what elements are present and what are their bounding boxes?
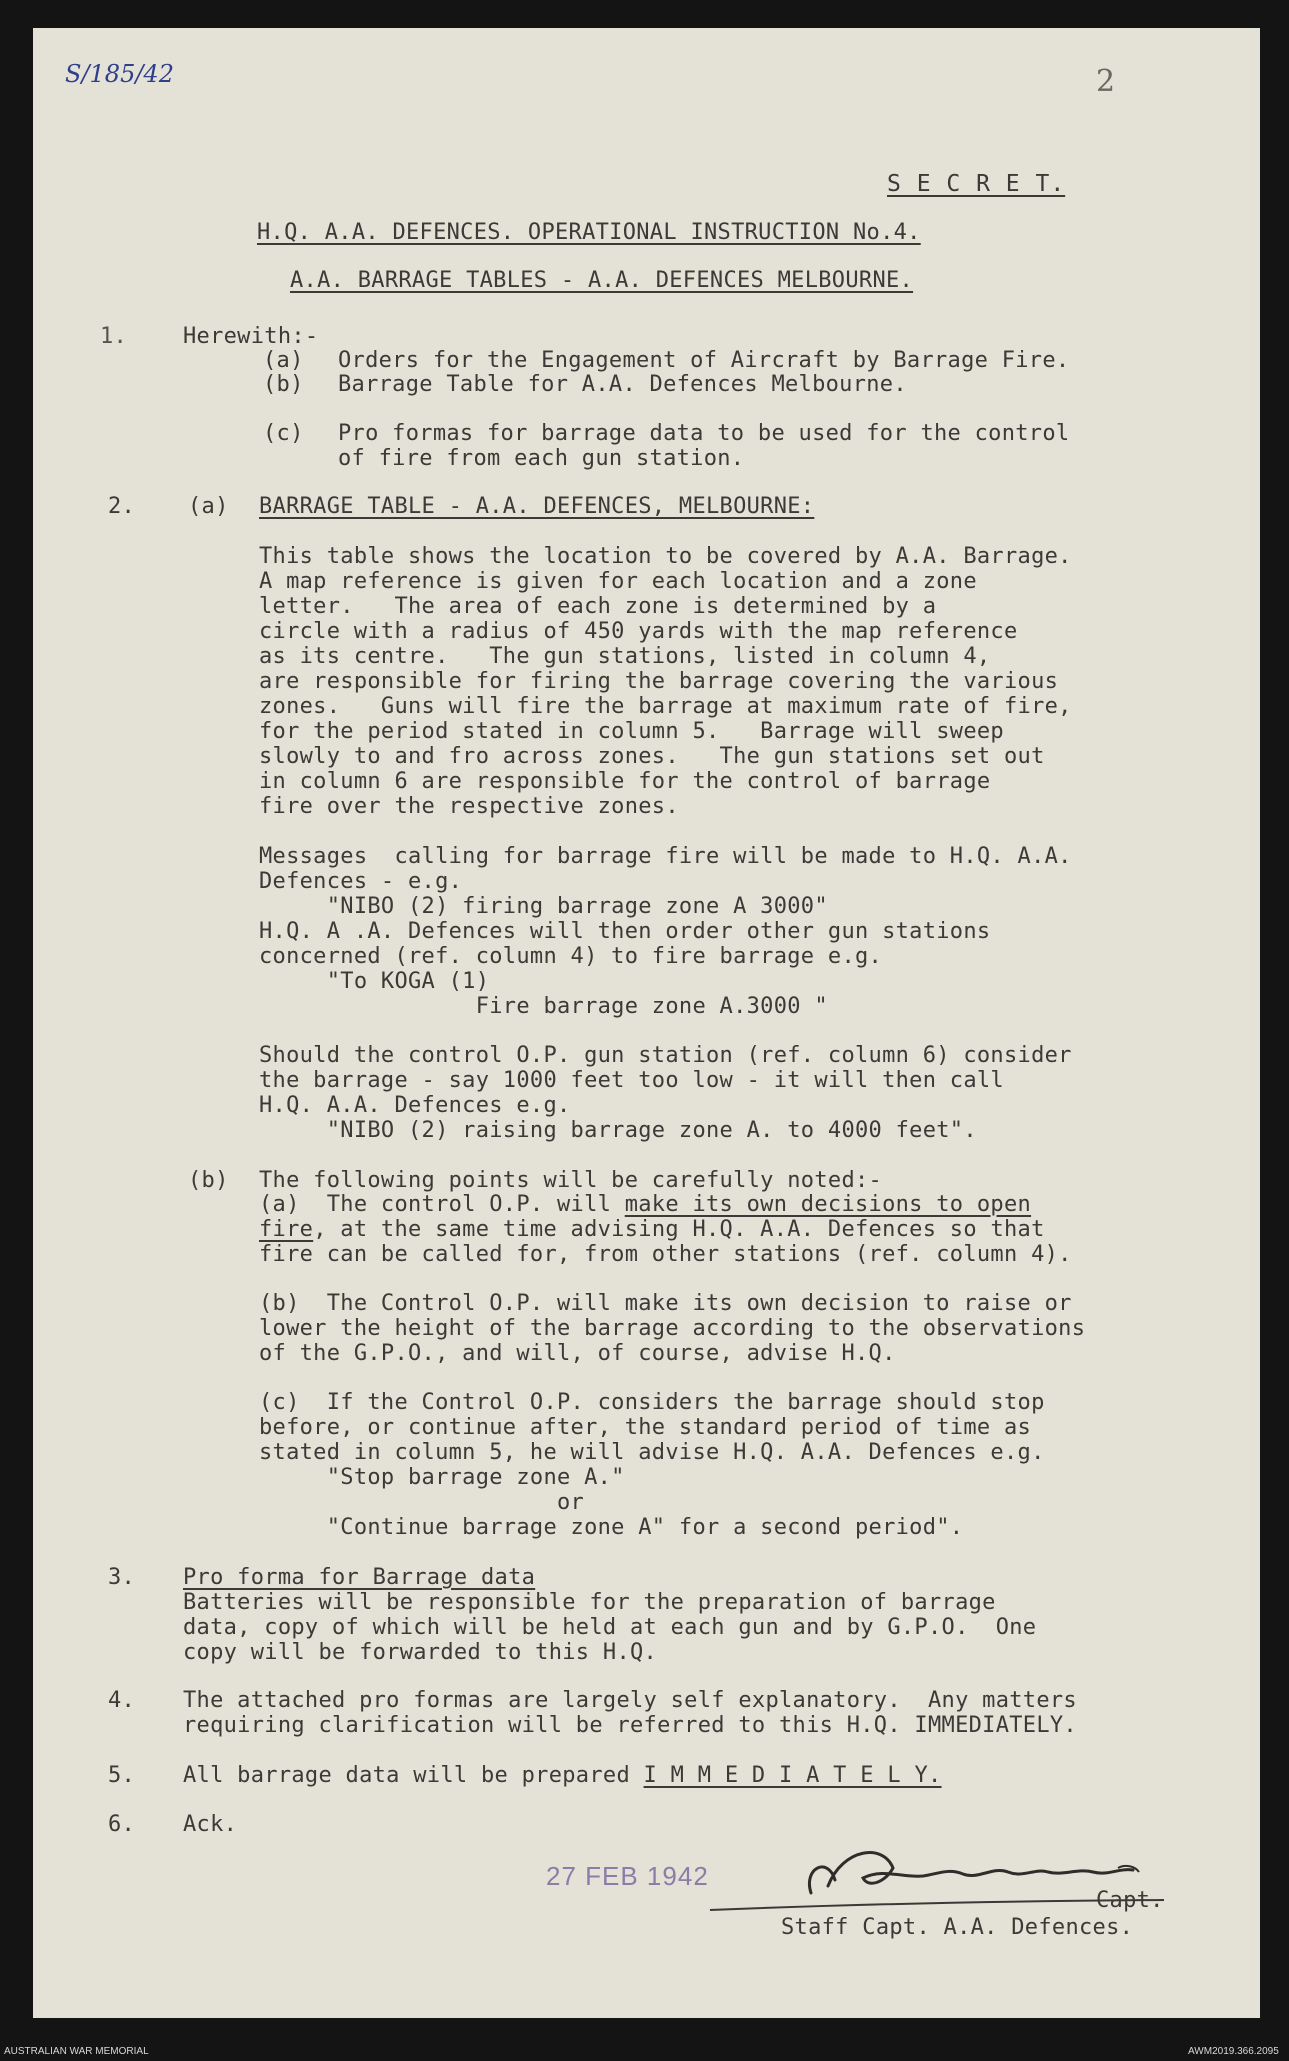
para2-ba-underlined-text: make its own decisions to open bbox=[624, 1192, 1032, 1217]
para2-message-line: concerned (ref. column 4) to fire barrage e.g. bbox=[259, 944, 883, 969]
para2-control-line: "NIBO (2) raising barrage zone A. to 4000 feet". bbox=[259, 1118, 977, 1143]
para3-number: 3. bbox=[108, 1565, 136, 1590]
para2-a-heading: BARRAGE TABLE - A.A. DEFENCES, MELBOURNE: bbox=[259, 494, 815, 519]
page-number: 2 bbox=[1096, 64, 1116, 99]
para2-bb-line: lower the height of the barrage according to the observations bbox=[259, 1316, 1086, 1341]
para5-emphasis: I M M E D I A T E L Y. bbox=[643, 1763, 942, 1788]
para4-number: 4. bbox=[108, 1688, 136, 1713]
para2-ba-line2-text: , at the same time advising H.Q. A.A. Defences so that bbox=[313, 1217, 1045, 1242]
para1-lead: Herewith:- bbox=[183, 324, 319, 349]
para2-body-line: zones. Guns will fire the barrage at maximum rate of fire, bbox=[259, 694, 1072, 719]
para4-body-line: requiring clarification will be referred to this H.Q. IMMEDIATELY. bbox=[183, 1713, 1077, 1738]
para2-body-line: in column 6 are responsible for the control of barrage bbox=[259, 769, 991, 794]
para2-message-line: Defences - e.g. bbox=[259, 869, 463, 894]
footer-credit: AUSTRALIAN WAR MEMORIAL bbox=[4, 2046, 149, 2057]
para2-message-line: Fire barrage zone A.3000 " bbox=[259, 994, 828, 1019]
para1-number: 1. bbox=[100, 324, 128, 349]
para1-item-a: Orders for the Engagement of Aircraft by Barrage Fire. bbox=[338, 348, 1070, 373]
para2-body-line: for the period stated in column 5. Barrage will sweep bbox=[259, 719, 1004, 744]
para5-line bbox=[183, 1763, 942, 1788]
para2-control-line: the barrage - say 1000 feet too low - it will then call bbox=[259, 1068, 1004, 1093]
para1-item-c-line1: Pro formas for barrage data to be used for the control bbox=[338, 421, 1070, 446]
signature-title: Staff Capt. A.A. Defences. bbox=[781, 1915, 1134, 1940]
para2-bc-line: (c) If the Control O.P. considers the barrage should stop bbox=[259, 1390, 1045, 1415]
para2-bb-line: (b) The Control O.P. will make its own decision to raise or bbox=[259, 1291, 1072, 1316]
signature-rank: Capt. bbox=[1096, 1888, 1164, 1913]
para2-bb-line: of the G.P.O., and will, of course, advise H.Q. bbox=[259, 1341, 896, 1366]
para2-body-line: letter. The area of each zone is determined by a bbox=[259, 594, 937, 619]
para2-body-line: as its centre. The gun stations, listed in column 4, bbox=[259, 644, 991, 669]
para2-message-line: "To KOGA (1) bbox=[259, 969, 490, 994]
para2-ba-line1 bbox=[259, 1192, 1031, 1217]
para2-message-line: H.Q. A .A. Defences will then order other gun stations bbox=[259, 919, 991, 944]
para2-ba-underlined-text: fire bbox=[259, 1217, 314, 1242]
para2-bc-line: before, or continue after, the standard period of time as bbox=[259, 1415, 1032, 1440]
para1-item-a-label: (a) bbox=[263, 348, 304, 373]
para2-body-line: circle with a radius of 450 yards with the map reference bbox=[259, 619, 1018, 644]
para2-ba-line2 bbox=[259, 1217, 1045, 1242]
para2-ba-line3: fire can be called for, from other stations (ref. column 4). bbox=[259, 1242, 1072, 1267]
para3-body-line: data, copy of which will be held at each gun and by G.P.O. One bbox=[183, 1615, 1037, 1640]
para1-item-c-label: (c) bbox=[263, 421, 304, 446]
para1-item-c-line2: of fire from each gun station. bbox=[338, 446, 745, 471]
para2-bc-line: or bbox=[259, 1490, 585, 1515]
para2-b-label: (b) bbox=[188, 1168, 229, 1193]
para2-ba-line1-text: (a) The control O.P. will bbox=[259, 1192, 625, 1217]
para3-heading: Pro forma for Barrage data bbox=[183, 1565, 536, 1590]
para6-body: Ack. bbox=[183, 1812, 238, 1837]
para2-b-lead: The following points will be carefully noted:- bbox=[259, 1168, 883, 1193]
para2-bc-line: "Continue barrage zone A" for a second period". bbox=[259, 1515, 964, 1540]
para2-number: 2. bbox=[108, 494, 136, 519]
para3-body-line: Batteries will be responsible for the preparation of barrage bbox=[183, 1590, 996, 1615]
para2-body-line: are responsible for firing the barrage covering the various bbox=[259, 669, 1059, 694]
para4-body-line: The attached pro formas are largely self explanatory. Any matters bbox=[183, 1688, 1077, 1713]
para2-control-line: Should the control O.P. gun station (ref. column 6) consider bbox=[259, 1043, 1072, 1068]
para2-bc-line: stated in column 5, he will advise H.Q. A.A. Defences e.g. bbox=[259, 1440, 1045, 1465]
para2-body-line: fire over the respective zones. bbox=[259, 794, 679, 819]
file-number-annotation: S/185/42 bbox=[65, 60, 174, 88]
date-stamp: 27 FEB 1942 bbox=[546, 1861, 709, 1891]
para5-text: All barrage data will be prepared bbox=[183, 1763, 644, 1788]
para2-body-line: slowly to and fro across zones. The gun stations set out bbox=[259, 744, 1045, 769]
para2-body-line: This table shows the location to be covered by A.A. Barrage. bbox=[259, 544, 1072, 569]
para3-body-line: copy will be forwarded to this H.Q. bbox=[183, 1640, 658, 1665]
para2-control-line: H.Q. A.A. Defences e.g. bbox=[259, 1093, 571, 1118]
document-page bbox=[33, 28, 1260, 2018]
para2-message-line: Messages calling for barrage fire will be made to H.Q. A.A. bbox=[259, 844, 1072, 869]
para6-number: 6. bbox=[108, 1812, 136, 1837]
para1-item-b: Barrage Table for A.A. Defences Melbourne. bbox=[338, 372, 907, 397]
footer-accession-number: AWM2019.366.2095 bbox=[1188, 2046, 1279, 2057]
para2-message-line: "NIBO (2) firing barrage zone A 3000" bbox=[259, 894, 828, 919]
para2-body-line: A map reference is given for each location and a zone bbox=[259, 569, 977, 594]
document-title: H.Q. A.A. DEFENCES. OPERATIONAL INSTRUCTION No.4. bbox=[257, 220, 921, 245]
para5-number: 5. bbox=[108, 1763, 136, 1788]
para1-item-b-label: (b) bbox=[263, 372, 304, 397]
classification-marking: S E C R E T. bbox=[887, 171, 1066, 197]
document-subtitle: A.A. BARRAGE TABLES - A.A. DEFENCES MELBOURNE. bbox=[290, 268, 914, 293]
para2-a-label: (a) bbox=[188, 494, 229, 519]
para2-bc-line: "Stop barrage zone A." bbox=[259, 1465, 625, 1490]
